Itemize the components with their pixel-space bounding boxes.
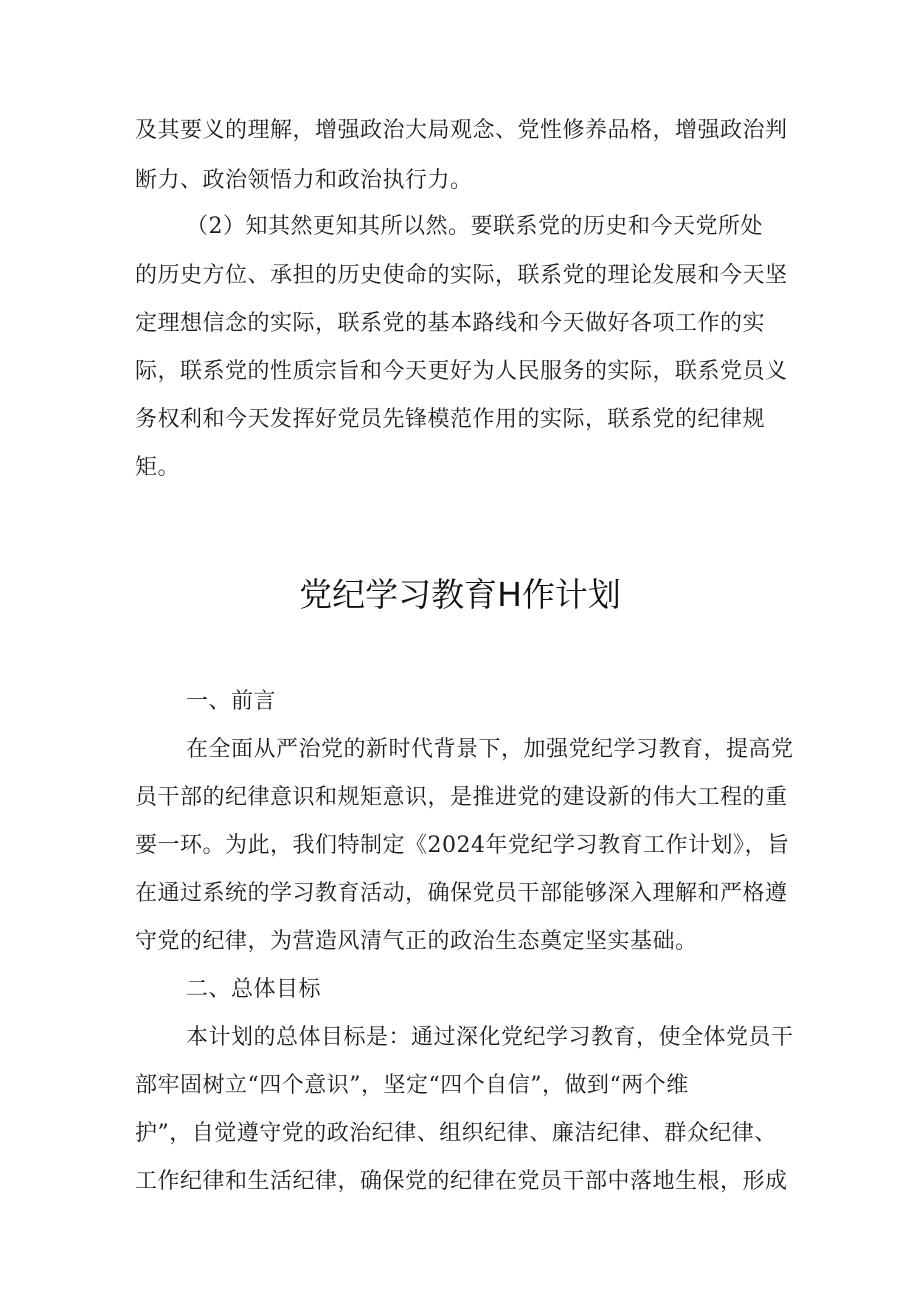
paragraph-line: 在通过系统的学习教育活动，确保党员干部能够深入理解和严格遵 <box>135 881 788 906</box>
section-heading-preface: 一、前言 <box>186 689 277 714</box>
paragraph-line: 及其要义的理解，增强政治大局观念、党性修养品格，增强政治判 <box>135 118 788 143</box>
paragraph-line: 工作纪律和生活纪律，确保党的纪律在党员干部中落地生根，形成 <box>135 1169 788 1194</box>
paragraph-line: 际，联系党的性质宗旨和今天更好为人民服务的实际，联系党员义 <box>135 359 788 384</box>
paragraph-line: 护”，自觉遵守党的政治纪律、组织纪律、廉洁纪律、群众纪律、 <box>135 1121 777 1146</box>
document-title: 党纪学习教育H作计划 <box>299 575 621 614</box>
paragraph-line: 矩。 <box>135 455 181 480</box>
paragraph-line: 要一环。为此，我们特制定《2024年党纪学习教育工作计划》，旨 <box>135 833 790 858</box>
paragraph-line: 守党的纪律，为营造风清气正的政治生态奠定坚实基础。 <box>135 929 698 954</box>
paragraph-line: 员干部的纪律意识和规矩意识，是推进党的建设新的伟大工程的重 <box>135 785 788 810</box>
paragraph-line: 定理想信念的实际，联系党的基本路线和今天做好各项工作的实 <box>135 311 766 336</box>
section-heading-goal: 二、总体目标 <box>186 977 322 1002</box>
paragraph-line: （2）知其然更知其所以然。要联系党的历史和今天党所处 <box>186 214 763 239</box>
paragraph-line: 部牢固树立“四个意识”，坚定“四个自信”，做到“两个维 <box>135 1073 689 1098</box>
paragraph-line: 本计划的总体目标是：通过深化党纪学习教育，使全体党员干 <box>186 1025 794 1050</box>
paragraph-line: 断力、政治领悟力和政治执行力。 <box>135 168 473 193</box>
paragraph-line: 在全面从严治党的新时代背景下，加强党纪学习教育，提高党 <box>186 737 794 762</box>
paragraph-line: 务权利和今天发挥好党员先锋模范作用的实际，联系党的纪律规 <box>135 407 766 432</box>
paragraph-line: 的历史方位、承担的历史使命的实际，联系党的理论发展和今天坚 <box>135 263 788 288</box>
